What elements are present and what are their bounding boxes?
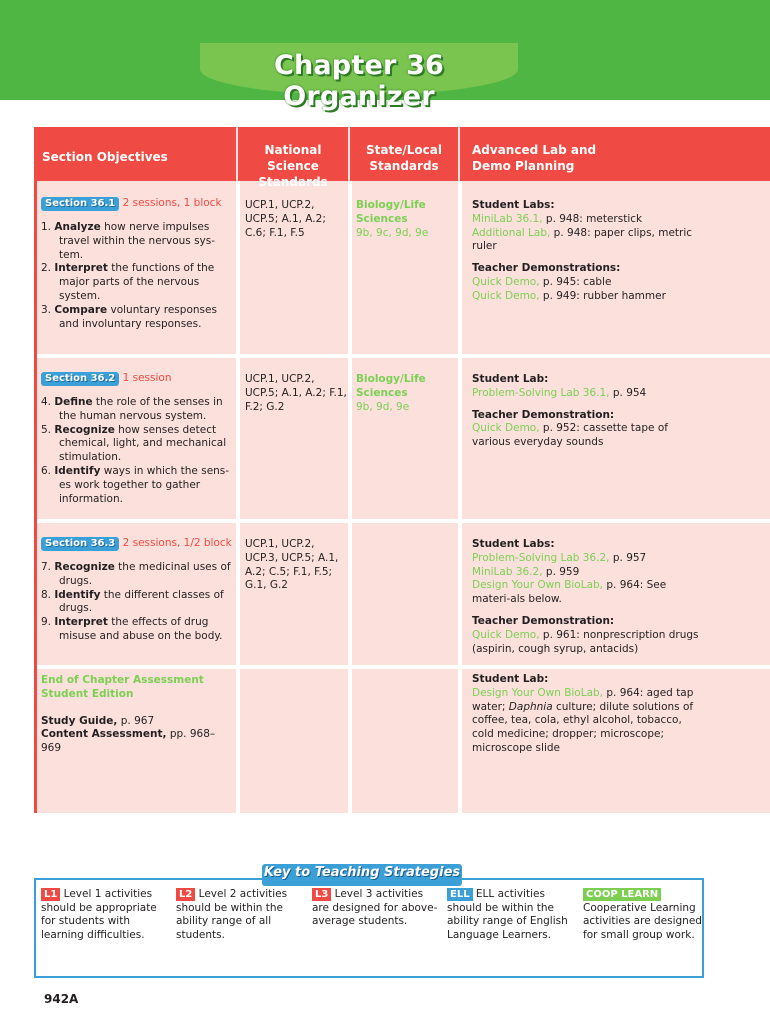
row3-national: UCP.1, UCP.2, UCP.3, UCP.5; A.1, A.2; C.5; F.1, F.5; G.1, G.2 (245, 538, 339, 592)
demos-heading: Teacher Demonstration: (472, 614, 615, 627)
demos-heading: Teacher Demonstration: (472, 408, 615, 421)
lab-link[interactable]: Problem-Solving Lab 36.1, (472, 386, 610, 399)
lab-link[interactable]: Design Your Own BioLab, (472, 686, 604, 699)
key-item-coop: COOP LEARN Cooperative Learning activities are designed for small group work. (583, 889, 702, 941)
lab-link[interactable]: Problem-Solving Lab 36.2, (472, 551, 610, 564)
ell-badge: ELL (447, 888, 473, 901)
labs-heading: Student Labs: (472, 538, 555, 550)
demo-item: Quick Demo, p. 961: nonprescription drugs (aspirin, cough syrup, antacids) (472, 628, 699, 655)
row1-national: UCP.1, UCP.2, UCP.5; A.1, A.2; C.6; F.1, F.5 (245, 199, 326, 239)
demo-link[interactable]: Quick Demo, (472, 289, 540, 302)
demo-item: Quick Demo, p. 952: cassette tape of various everyday sounds (472, 422, 668, 449)
row2-state (356, 373, 456, 414)
row4-labs (472, 673, 704, 756)
row3-labs (472, 538, 704, 656)
demo-link[interactable]: Quick Demo, (472, 275, 540, 288)
row1-objectives (41, 197, 233, 331)
level-badge: L3 (312, 888, 331, 901)
key-item-l2: L2 Level 2 activities should be within the ability range of all students. (176, 888, 288, 941)
row1-state (356, 199, 456, 240)
lab-item: Design Your Own BioLab, p. 964: See materi-als below. (472, 579, 667, 606)
state-codes: 9b, 9d, 9e (356, 400, 410, 413)
lab-item: Design Your Own BioLab, p. 964: aged tap water; Daphnia culture; dilute solutions of coffee, tea, cola, ethyl alcohol, tobacco, cold medicine; dropper; microscope; microscope slide (472, 686, 694, 754)
header-national (238, 127, 348, 189)
header-state-line1: State/Local (366, 143, 442, 157)
section-badge[interactable]: Section 36.2 (41, 372, 119, 386)
row-divider (34, 519, 770, 523)
header-objectives-label: Section Objectives (42, 150, 168, 164)
objective-item: 7. Recognize the medicinal uses of drugs. (41, 561, 231, 587)
key-item-l3: L3 Level 3 activities are designed for above-average students. (312, 888, 438, 928)
study-guide-ref: Study Guide, p. 967 (41, 714, 155, 727)
column-divider (458, 181, 462, 813)
header-national-line2: Standards (258, 175, 328, 189)
level-badge: L2 (176, 888, 195, 901)
table-left-edge (34, 181, 37, 813)
lab-item: Additional Lab, p. 948: paper clips, metric ruler (472, 226, 693, 253)
labs-heading: Student Labs: (472, 199, 555, 211)
header-labs (460, 127, 770, 181)
objective-item: 3. Compare voluntary responses and involuntary responses. (41, 303, 217, 330)
state-title: Biology/Life Sciences (356, 373, 426, 399)
header-national-line1: National Science (264, 143, 322, 173)
labs-heading: Student Lab: (472, 673, 549, 685)
demo-item: Quick Demo, p. 945: cable (472, 275, 612, 288)
row2-labs (472, 373, 704, 450)
row3-objectives (41, 537, 233, 644)
assessment-heading: End of Chapter Assessment (41, 674, 204, 686)
objective-item: 1. Analyze how nerve impulses travel within the nervous sys-tem. (41, 221, 216, 261)
row2-objectives (41, 372, 233, 506)
lab-link[interactable]: Additional Lab, (472, 226, 551, 239)
row-divider (34, 665, 770, 669)
lab-item: Problem-Solving Lab 36.1, p. 954 (472, 386, 647, 399)
section-badge[interactable]: Section 36.1 (41, 197, 119, 211)
lab-item: MiniLab 36.2, p. 959 (472, 565, 580, 578)
page-number: 942A (44, 992, 79, 1006)
page-title: Chapter 36 Organizer (273, 50, 445, 112)
key-item-l1: L1 Level 1 activities should be appropriate for students with learning difficulties. (41, 888, 157, 941)
state-codes: 9b, 9c, 9d, 9e (356, 226, 429, 239)
objective-item: 4. Define the role of the senses in the human nervous system. (41, 396, 223, 422)
demo-item: Quick Demo, p. 949: rubber hammer (472, 289, 666, 302)
demos-heading: Teacher Demonstrations: (472, 262, 621, 275)
objective-item: 9. Interpret the effects of drug misuse and abuse on the body. (41, 616, 223, 642)
objective-item: 6. Identify ways in which the sens-es work together to gather information. (41, 464, 230, 505)
objective-item: 2. Interpret the functions of the major parts of the nervous system. (41, 262, 215, 302)
content-assessment-ref: Content Assessment, pp. 968–969 (41, 728, 216, 755)
header-labs-line2: Demo Planning (472, 159, 575, 173)
column-divider (348, 181, 352, 813)
section-badge[interactable]: Section 36.3 (41, 537, 119, 551)
header-objectives (34, 127, 236, 181)
key-item-ell: ELL ELL activities should be within the ability range of English Language Learners. (447, 888, 568, 941)
objective-item: 8. Identify the different classes of drugs. (41, 588, 224, 615)
demo-link[interactable]: Quick Demo, (472, 628, 540, 641)
header-state-line2: Standards (369, 159, 439, 173)
lab-item: MiniLab 36.1, p. 948: meterstick (472, 212, 643, 225)
header-state (350, 127, 458, 181)
state-title: Biology/Life Sciences (356, 199, 426, 225)
level-badge: L1 (41, 888, 60, 901)
coop-badge: COOP LEARN (583, 888, 661, 901)
session-count: 2 sessions, 1/2 block (122, 537, 232, 549)
row-divider (34, 354, 770, 358)
session-count: 2 sessions, 1 block (122, 197, 222, 209)
key-title: Key to Teaching Strategies (263, 865, 461, 880)
labs-heading: Student Lab: (472, 373, 549, 385)
objective-item: 5. Recognize how senses detect chemical, light, and mechanical stimulation. (41, 423, 227, 464)
row1-labs (472, 199, 704, 304)
row4-assessment (41, 674, 233, 756)
lab-item: Problem-Solving Lab 36.2, p. 957 (472, 551, 647, 564)
session-count: 1 session (122, 372, 172, 384)
column-divider (236, 181, 240, 813)
lab-link[interactable]: MiniLab 36.2, (472, 565, 543, 578)
row2-national: UCP.1, UCP.2, UCP.5; A.1, A.2; F.1, F.2; G.2 (245, 373, 347, 413)
demo-link[interactable]: Quick Demo, (472, 422, 540, 435)
lab-link[interactable]: Design Your Own BioLab, (472, 579, 604, 592)
header-labs-line1: Advanced Lab and (472, 143, 597, 157)
assessment-subheading: Student Edition (41, 687, 134, 700)
lab-link[interactable]: MiniLab 36.1, (472, 212, 543, 225)
